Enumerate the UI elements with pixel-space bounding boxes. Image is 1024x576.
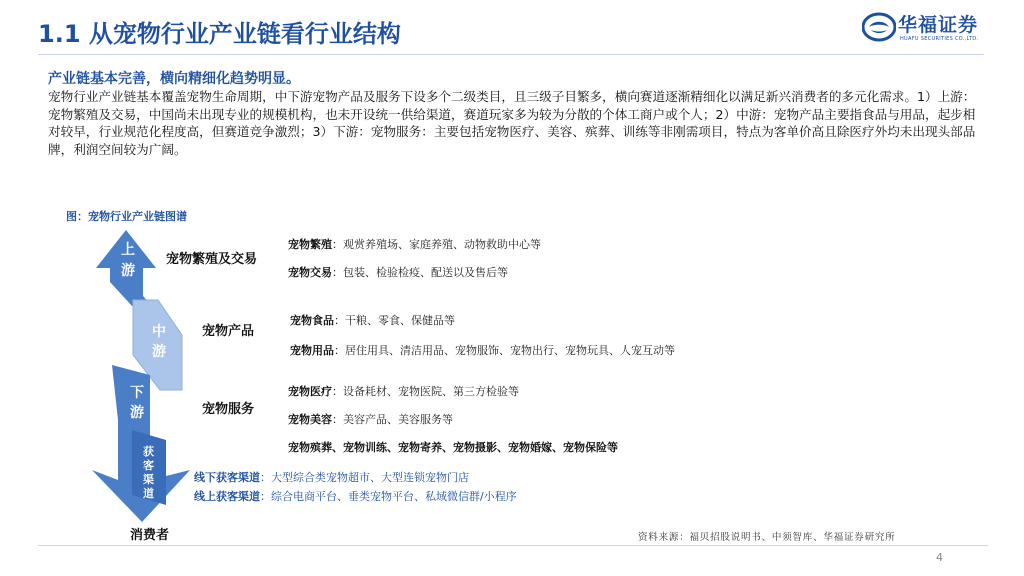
intro-paragraph: 宠物行业产业链基本覆盖宠物生命周期，中下游宠物产品及服务下设多个二级类目，且三级子目繁多，横向赛道逐渐精细化以满足新兴消费者的多元化需求。1）上游：宠物繁殖及交易，中国尚未出现专业的规模机构，也未开设统一供给渠道，赛道玩家多为较为分散的个体工商户或个人；2）中游：宠物产品主要指食品与用品，起步相对较早，行业规范化程度高，但赛道竞争激烈；3）下游：宠物服务：主要包括宠物医疗、美容、殡葬、训练等非刚需项目，特点为客单价高且除医疗外均未出现头部品牌，利润空间较为广阔。: [48, 89, 976, 157]
section-subtitle: 产业链基本完善，横向精细化趋势明显。: [48, 71, 300, 87]
row-food-key: 宠物食品: [290, 314, 334, 327]
stage-upstream: 宠物繁殖及交易: [166, 252, 258, 267]
logo-name: 华福证券: [898, 14, 979, 36]
source-note: 资料来源：福贝招股说明书、中须智库、华福证券研究所: [638, 532, 896, 543]
row-supplies-key: 宠物用品: [290, 344, 334, 357]
channel-online-key: 线上获客渠道: [194, 490, 260, 503]
figure-title: 图：宠物行业产业链图谱: [66, 210, 187, 223]
row-supplies-value: ：居住用具、清洁用品、宠物服饰、宠物出行、宠物玩具、人宠互动等: [334, 344, 675, 357]
row-supplies: [290, 342, 675, 358]
channel-offline-key: 线下获客渠道: [194, 471, 260, 484]
logo-subtitle: HUAFU SECURITIES CO.,LTD.: [900, 36, 979, 42]
row-medical-key: 宠物医疗: [288, 385, 332, 398]
channel-offline-value: ：大型综合类宠物超市、大型连锁宠物门店: [260, 471, 469, 484]
row-food-value: ：干粮、零食、保健品等: [334, 314, 455, 327]
consumer-label: 消费者: [130, 528, 170, 543]
row-beauty: [288, 411, 453, 427]
page-number: 4: [936, 551, 943, 564]
row-other-services-text: 宠物殡葬、宠物训练、宠物寄养、宠物摄影、宠物婚嫁、宠物保险等: [288, 441, 618, 454]
row-beauty-key: 宠物美容: [288, 413, 332, 426]
downstream-label-2: 游: [130, 405, 144, 421]
channel-online-value: ：综合电商平台、垂类宠物平台、私域微信群/小程序: [260, 490, 517, 503]
footer-divider: [38, 545, 988, 546]
midstream-label-2: 游: [152, 344, 166, 360]
channel-offline: [194, 469, 469, 485]
row-beauty-value: ：美容产品、美容服务等: [332, 413, 453, 426]
row-medical: [288, 383, 519, 399]
stage-downstream: 宠物服务: [202, 402, 255, 417]
row-trade: [288, 264, 508, 280]
acquisition-label-1: 获: [143, 445, 154, 458]
upstream-label-2: 游: [121, 263, 135, 279]
downstream-label-1: 下: [130, 385, 144, 401]
row-breeding-key: 宠物繁殖: [288, 238, 332, 251]
row-food: [290, 312, 455, 328]
acquisition-label-4: 道: [143, 487, 154, 500]
brand-logo: [862, 8, 992, 48]
row-trade-value: ：包装、检验检疫、配送以及售后等: [332, 266, 508, 279]
acquisition-label-3: 渠: [143, 473, 154, 486]
page-title: 1.1 从宠物行业产业链看行业结构: [38, 20, 401, 48]
upstream-label-1: 上: [121, 242, 135, 258]
row-trade-key: 宠物交易: [288, 266, 332, 279]
row-breeding: [288, 236, 541, 252]
stage-midstream: 宠物产品: [202, 324, 255, 339]
acquisition-label-2: 客: [143, 459, 154, 472]
midstream-label-1: 中: [152, 324, 166, 340]
row-other-services: [288, 439, 618, 455]
logo-emblem-icon: [862, 12, 896, 42]
row-medical-value: ：设备耗材、宠物医院、第三方检验等: [332, 385, 519, 398]
channel-online: [194, 488, 517, 504]
row-breeding-value: ：观赏养殖场、家庭养殖、动物救助中心等: [332, 238, 541, 251]
